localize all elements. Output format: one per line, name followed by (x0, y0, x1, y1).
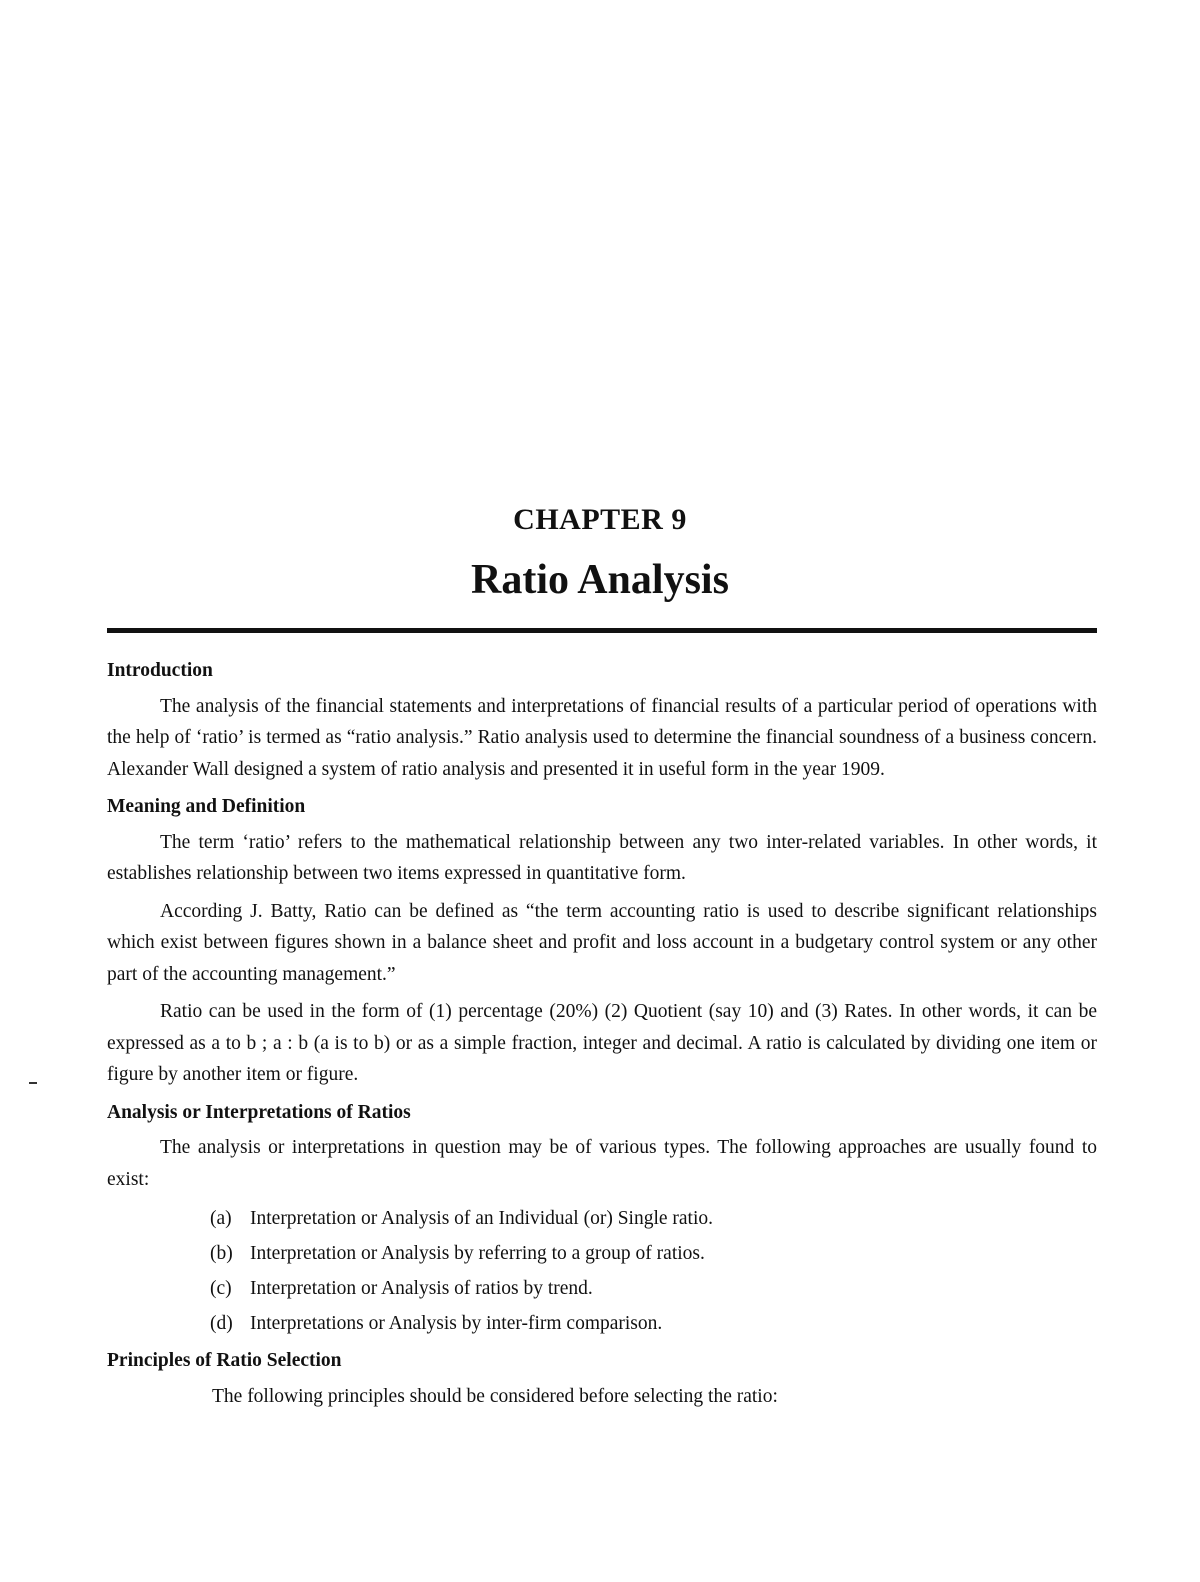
section-heading-meaning: Meaning and Definition (107, 796, 306, 817)
approaches-list (107, 1201, 1097, 1341)
chapter-label: CHAPTER 9 (513, 503, 687, 536)
list-item-label: (c) (210, 1278, 232, 1299)
section-introduction (107, 655, 1097, 785)
paragraph-principles: The following principles should be considered before selecting the ratio: (212, 1385, 778, 1407)
paragraph-analysis-types: The analysis or interpretations in question may be of various types. The following approaches are usually found to exist: (107, 1137, 1097, 1190)
title-rule (107, 628, 1097, 633)
section-heading-principles: Principles of Ratio Selection (107, 1350, 342, 1371)
list-item-label: (b) (210, 1243, 233, 1264)
paragraph-introduction: The analysis of the financial statements and interpretations of financial results of a particular period of operations with the help of ‘ratio’ is termed as “ratio analysis.” Ratio analysis used to determine the financial soundness of a business concern. Alexander Wall designed a system of ratio analysis and presented it in useful form in the year 1909. (107, 695, 1097, 780)
list-item-label: (a) (210, 1208, 232, 1229)
list-item-label: (d) (210, 1313, 233, 1334)
list-item (210, 1271, 1097, 1306)
list-item (210, 1306, 1097, 1341)
chapter-body (107, 655, 1097, 1418)
paragraph-batty-definition: According J. Batty, Ratio can be defined as “the term accounting ratio is used to describe significant relationships which exist between figures shown in a balance sheet and profit and loss account in a budgetary control system or any other part of the accounting management.” (107, 900, 1097, 985)
list-item (210, 1201, 1097, 1236)
section-principles (107, 1345, 1097, 1412)
chapter-title: Ratio Analysis (471, 557, 729, 603)
paragraph-ratio-forms: Ratio can be used in the form of (1) percentage (20%) (2) Quotient (say 10) and (3) Rates. In other words, it can be expressed as a to b ; a : b (a is to b) or as a simple fraction, integer and decimal. A ratio is calculated by dividing one item or figure by another item or figure. (107, 1001, 1097, 1085)
scan-mark (29, 1082, 37, 1084)
list-item-text: Interpretation or Analysis of ratios by trend. (250, 1278, 593, 1299)
list-item-text: Interpretation or Analysis by referring to a group of ratios. (250, 1243, 705, 1264)
list-item (210, 1236, 1097, 1271)
list-item-text: Interpretations or Analysis by inter-firm comparison. (250, 1313, 663, 1334)
section-analysis (107, 1097, 1097, 1342)
section-meaning-definition (107, 791, 1097, 1091)
section-heading-introduction: Introduction (107, 660, 213, 681)
list-item-text: Interpretation or Analysis of an Individual (or) Single ratio. (250, 1208, 714, 1229)
paragraph-ratio-term: The term ‘ratio’ refers to the mathematical relationship between any two inter-related variables. In other words, it establishes relationship between two items expressed in quantitative form. (107, 831, 1097, 884)
section-heading-analysis: Analysis or Interpretations of Ratios (107, 1101, 411, 1123)
